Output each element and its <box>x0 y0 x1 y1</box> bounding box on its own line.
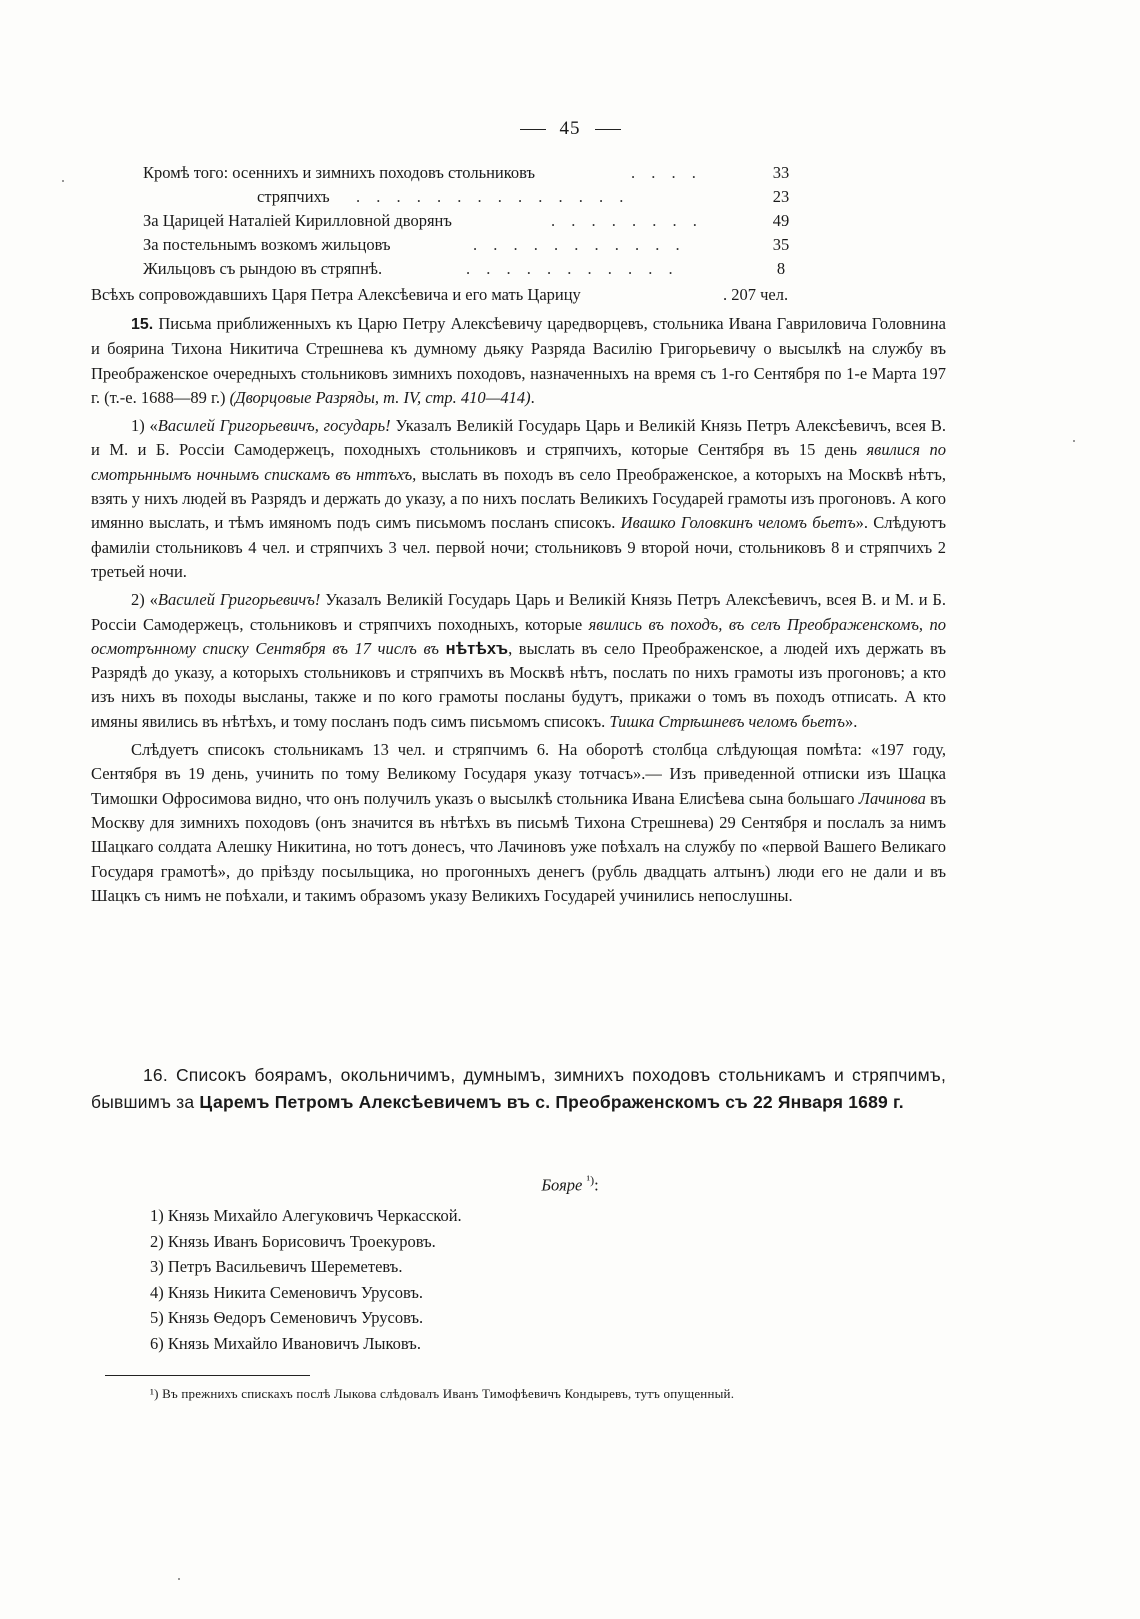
footnote-mark: ¹) <box>150 1386 159 1401</box>
tally-row-label: Жильцовъ съ рындою въ стряпнѣ. <box>143 259 383 278</box>
tally-row-value: 35 <box>772 235 790 254</box>
letter-text: выслать въ походъ въ село Преображенское, а которыхъ на Москвѣ нѣтъ, взять у нихъ людей въ Разрядъ и держать до указу, а по нихъ послать Великихъ Государей грамоты изъ прогоновъ. А кого имянно выслать, и тѣмъ имяномъ подъ симъ письмомъ посланъ списокъ. <box>91 464 947 533</box>
boyars-subheading <box>0 1173 1140 1196</box>
list-item: 4) Князь Никита Семеновичъ Урусовъ. <box>150 1282 423 1302</box>
commentary-text: въ Москву для зимнихъ походовъ (онъ значится въ нѣтѣхъ въ письмѣ Тихона Стрешнева) 29 Сентября и послалъ за нимъ Шацкаго солдата Алешку Никитина, но тотъ донесъ, что Лачиновъ уже поѣхалъ на службу по «первой Вашего Великаго Государя грамотѣ», до пріѣзду посыльщика, но прогонныхъ денегъ (рубль двадцать алтынъ) люди его не дали и въ Шацкъ съ нимъ не поѣхали, и такимъ образомъ указу Великихъ Государей учинились непослушны. <box>91 788 947 905</box>
commentary-italic: Лачинова <box>858 788 926 808</box>
quote-open: « <box>149 590 158 610</box>
commentary-paragraph <box>91 738 946 908</box>
page-number-dash <box>595 129 621 130</box>
scan-speck <box>1073 440 1075 442</box>
commentary-text: Слѣдуетъ списокъ стольникамъ 13 чел. и стряпчимъ 6. На оборотѣ столбца слѣдующая помѣта: «197 году, Сентября въ 19 день, учинить по тому Великому Государя указу тотчасъ».— Изъ приведенной отписки изъ Шацка Тимошки Офросимова видно, что онъ получилъ указъ о высылкѣ стольника Ивана Елисѣева сына большаго <box>91 740 946 808</box>
list-item: 5) Князь Ѳедоръ Семеновичъ Урусовъ. <box>150 1308 424 1327</box>
list-item: 2) Князь Иванъ Борисовичъ Троекуровъ. <box>150 1231 436 1251</box>
source-reference: (Дворцовые Разряды, т. IV, стр. 410—414) <box>229 387 531 407</box>
tally-row <box>143 211 803 235</box>
footnote-rule <box>105 1375 310 1376</box>
subheading-text: Бояре <box>541 1175 583 1195</box>
scan-speck <box>178 1578 180 1580</box>
list-item: 6) Князь Михайло Ивановичъ Лыковъ. <box>150 1333 421 1353</box>
letter-2 <box>91 588 946 734</box>
letter-bold-text: нѣтѣхъ <box>445 639 509 658</box>
tally-row-dots: . . . . . . . . . . . <box>466 259 679 278</box>
letter-signature: Тишка Стрѣшневъ челомъ бьетъ <box>609 711 845 731</box>
footnote <box>150 1386 734 1402</box>
section-16-heading-text: Царемъ Петромъ Алексѣевичемъ въ с. Преображенскомъ съ 22 Января 1689 г. <box>199 1092 904 1112</box>
section-15-text: Письма приближенныхъ къ Царю Петру Алексѣевичу царедворцевъ, стольника Ивана Гавриловича Головнина и боярина Тихона Никитича Стрешнева къ думному дьяку Разряда Василію Григорьевичу о высылкѣ на службу въ Преображенское очередныхъ стольниковъ зимнихъ походовъ, назначенныхъ на время съ 1-го Сентября по 1-е Марта 197 г. (т.-е. 1688—89 г.) <box>91 314 946 407</box>
tally-row <box>143 187 803 211</box>
letter-number: 2) <box>131 590 145 610</box>
tally-row <box>143 163 803 187</box>
letter-italic-text: явилися по смотрьннымъ ночнымъ спискамъ въ нттъхъ, <box>91 440 946 484</box>
section-15 <box>91 312 946 908</box>
tally-row <box>143 235 803 259</box>
tally-row-label: За Царицей Наталіей Кирилловной дворянъ <box>143 211 452 230</box>
tally-row-label: Кромѣ того: осеннихъ и зимнихъ походовъ стольниковъ <box>143 163 536 182</box>
letter-italic-text: явились въ походъ, въ селъ Преображенскомъ, по осмотрънному списку Сентября въ 17 числъ въ <box>91 614 947 658</box>
footnote-mark: ¹) <box>586 1173 595 1187</box>
footnote-text: Въ прежнихъ спискахъ послѣ Лыкова слѣдовалъ Иванъ Тимофѣевичъ Кондыревъ, тутъ опущенный. <box>162 1386 735 1401</box>
page-number-value: 45 <box>559 118 581 139</box>
section-number: 15. <box>131 316 154 333</box>
quote-open: « <box>149 416 158 436</box>
list-item: 3) Петръ Васильевичъ Шереметевъ. <box>150 1257 403 1276</box>
boyars-list <box>150 1203 462 1356</box>
tally-row-dots: . . . . . . . . <box>551 211 703 230</box>
letter-signature: Ивашко Головкинъ челомъ бьетъ <box>620 513 856 533</box>
tally-row-value: 49 <box>772 211 790 230</box>
source-reference-end: . <box>530 387 535 407</box>
letter-text: ». <box>844 711 858 731</box>
tally-row-value: 33 <box>772 163 790 182</box>
letter-salutation: Василей Григорьевичъ, государь! <box>157 416 391 436</box>
tally-row-label: стряпчихъ <box>257 187 330 206</box>
section-16-heading-text: Списокъ боярамъ, окольничимъ, думнымъ, зимнихъ походовъ стольникамъ и стряпчимъ, бывшимъ за <box>91 1065 947 1112</box>
section-number: 16. <box>143 1065 168 1085</box>
tally-total-value: . 207 чел. <box>723 285 789 304</box>
tally-row-dots: . . . . <box>631 163 702 182</box>
tally-row-value: 23 <box>772 187 790 206</box>
section-16-heading <box>91 1062 946 1116</box>
tally-total <box>91 283 946 307</box>
page-number-dash <box>520 129 546 130</box>
tally-row-value: 8 <box>776 259 786 278</box>
tally-row-dots: . . . . . . . . . . . <box>473 235 686 254</box>
section-15-intro <box>91 312 946 410</box>
letter-text: ». Слѣдуютъ фамиліи стольниковъ 4 чел. и стряпчихъ 3 чел. первой ночи; стольниковъ 9 второй ночи, стольниковъ 8 и стряпчихъ 2 третьей ночи. <box>91 513 946 581</box>
letter-salutation: Василей Григорьевичъ! <box>157 590 321 610</box>
page-number <box>0 118 1140 140</box>
tally-row-label: За постельнымъ возкомъ жильцовъ <box>143 235 391 254</box>
subheading-colon: : <box>594 1175 599 1195</box>
tally-row-dots: . . . . . . . . . . . . . . <box>356 187 630 206</box>
letter-number: 1) <box>131 416 145 436</box>
letter-text: Указалъ Великій Государь Царь и Великій Князь Петръ Алексѣевичъ, всея В. и М. и Б. Россіи Самодержецъ, стольниковъ и стряпчихъ походныхъ, которые <box>91 590 947 634</box>
scan-speck <box>62 180 64 182</box>
list-item: 1) Князь Михайло Алегуковичъ Черкасской. <box>150 1206 462 1225</box>
tally-total-label: Всѣхъ сопровождавшихъ Царя Петра Алексѣевича и его мать Царицу <box>91 285 581 304</box>
tally-row <box>143 259 803 283</box>
letter-1 <box>91 414 946 584</box>
letter-text: Указалъ Великій Государь Царь и Великій Князь Петръ Алексѣевичъ, всея В. и М. и Б. Россіи Самодержецъ, походныхъ стольниковъ и стряпчихъ, которые Сентября въ 15 день <box>91 416 946 460</box>
letter-text: , выслать въ село Преображенское, а людей ихъ держать въ Разрядѣ до указу, а которыхъ стольниковъ и стряпчихъ въ Москвѣ нѣтъ, послать по нихъ грамоты изъ прогоновъ; а кто изъ нихъ въ походы высланы, также и по кого грамоты посланы будутъ, прикажи о томъ въ походъ отписать. А кто имяны явились въ нѣтѣхъ, и тому посланъ подъ симъ письмомъ списокъ. <box>91 638 947 731</box>
